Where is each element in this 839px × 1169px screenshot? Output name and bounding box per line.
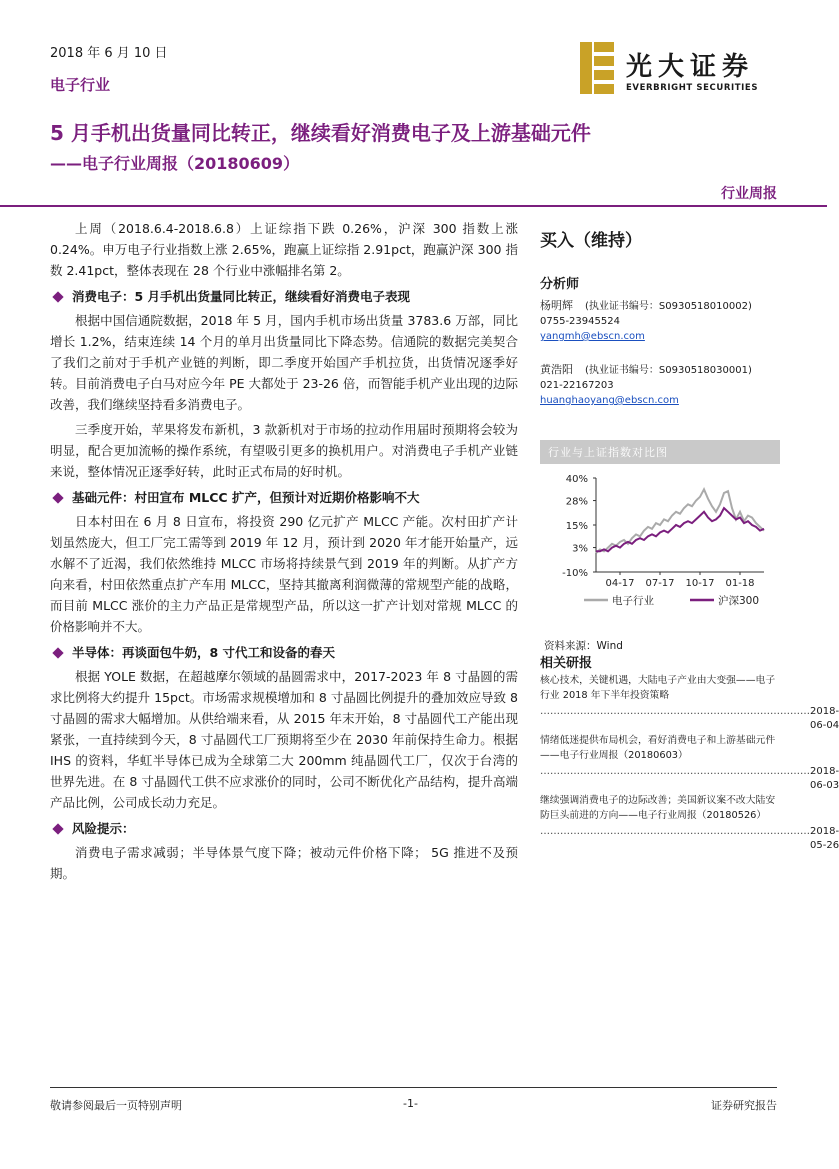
industry-label: 电子行业 bbox=[50, 76, 111, 94]
everbright-logo bbox=[578, 40, 783, 98]
analyst-email-link[interactable]: yangmh@ebscn.com bbox=[540, 331, 645, 342]
main-column bbox=[50, 218, 518, 884]
related-heading: 相关研报 bbox=[540, 656, 593, 671]
section-heading-text: 消费电子：5 月手机出货量同比转正，继续看好消费电子表现 bbox=[72, 289, 411, 304]
x-tick-label: 07-17 bbox=[645, 578, 675, 589]
related-report-title: 核心技术，关键机遇，大陆电子产业由大变强——电子行业 2018 年下半年投资策略 bbox=[540, 675, 776, 701]
section-heading bbox=[50, 642, 518, 663]
report-date: 2018 年 6 月 10 日 bbox=[50, 46, 168, 61]
analyst-phone: 0755-23945524 bbox=[540, 316, 620, 327]
x-tick-label: 10-17 bbox=[685, 578, 715, 589]
diamond-bullet-icon bbox=[52, 647, 63, 658]
section-heading-text: 风险提示： bbox=[72, 821, 135, 836]
analyst-name: 杨明辉 bbox=[540, 299, 573, 312]
related-report-item[interactable] bbox=[540, 733, 839, 793]
section-heading-text: 基础元件：村田宣布 MLCC 扩产，但预计对近期价格影响不大 bbox=[72, 490, 420, 505]
logo-mark-icon bbox=[578, 40, 618, 96]
index-comparison-chart bbox=[540, 464, 780, 632]
diamond-bullet-icon bbox=[52, 823, 63, 834]
related-report-title: 继续强调消费电子的边际改善；美国新议案不改大陆安防巨头前进的方向——电子行业周报（20180526） bbox=[540, 795, 776, 821]
report-subtitle: ——电子行业周报（20180609） bbox=[50, 154, 300, 173]
y-tick-label: 40% bbox=[565, 474, 588, 485]
analyst-email-link[interactable]: huanghaoyang@ebscn.com bbox=[540, 395, 679, 406]
header-divider bbox=[0, 205, 827, 207]
chart-panel bbox=[540, 440, 780, 653]
footer-disclaimer: 敬请参阅最后一页特别声明 bbox=[50, 1099, 182, 1112]
analyst-card bbox=[540, 362, 780, 408]
page-number: -1- bbox=[403, 1097, 418, 1110]
legend-label: 电子行业 bbox=[612, 595, 654, 607]
series-line-electronics bbox=[596, 489, 764, 553]
section-heading bbox=[50, 487, 518, 508]
related-reports bbox=[540, 652, 839, 853]
y-tick-label: 3% bbox=[572, 543, 588, 555]
leader-dots: ……………………………………………………………………… bbox=[540, 826, 810, 837]
footer-divider bbox=[50, 1087, 777, 1088]
y-tick-label: -10% bbox=[562, 568, 588, 579]
body-paragraph: 根据中国信通院数据，2018 年 5 月，国内手机市场出货量 3783.6 万部，同比增长 1.2%，结束连续 14 个月的单月出货量同比下降态势。信通院的数据完美契合了我们之前对于手机产业链的判断，即二季度开始国产手机拉货，出货情况逐季好转。目前消费电子白马对应今年 PE 大都处于 23-26 倍，而智能手机产业出现的边际改善，我们继续坚持看多消费电子。 bbox=[50, 313, 518, 412]
chart-title: 行业与上证指数对比图 bbox=[540, 440, 780, 464]
related-report-item[interactable] bbox=[540, 793, 839, 853]
leader-dots: ……………………………………………………………………… bbox=[540, 766, 810, 777]
body-paragraph: 根据 YOLE 数据，在超越摩尔领域的晶圆需求中，2017-2023 年 8 寸晶圆的需求比例将大约提升 15pct。市场需求规模增加和 8 寸晶圆比例提升的叠加效应导致 8 寸晶圆的需求大幅增加。从供给端来看，从 2015 年末开始，8 寸晶圆代工产能出现紧张，一直持续到今天，8 寸晶圆代工厂预期将至少在 2030 年前保持生命力。根据 IHS 的资料，华虹半导体已成为全球第二大 200mm 纯晶圆代工厂，仅次于台湾的世界先进。在 8 寸晶圆代工供不应求涨价的同时，公司不断优化产品结构，提升高端产品比例，公司成长动力充足。 bbox=[50, 669, 518, 810]
logo-chinese-name: 光大证券 bbox=[626, 52, 755, 82]
related-report-title: 情绪低迷提供布局机会，看好消费电子和上游基础元件——电子行业周报（20180603） bbox=[540, 735, 776, 761]
logo-english-name: EVERBRIGHT SECURITIES bbox=[626, 83, 759, 93]
body-paragraph: 日本村田在 6 月 8 日宣布，将投资 290 亿元扩产 MLCC 产能。次村田扩产计划虽然庞大，但工厂完工需等到 2019 年 12 月，预计到 2020 年才能开始量产，远水解不了近渴，我们依然维持 MLCC 市场将持续景气到 2019 年的判断。从扩产方向来看，村田依然重点扩产车用 MLCC，坚持其撤离利润微薄的常规型产能的战略，而目前 MLCC 涨价的主力产品正是常规型产品，所以这一扩产计划对常规 MLCC 的价格影响并不大。 bbox=[50, 514, 518, 634]
analyst-cert: (执业证书编号：S0930518030001) bbox=[585, 365, 752, 376]
analyst-cert: (执业证书编号：S0930518010002) bbox=[585, 301, 752, 312]
related-report-item[interactable] bbox=[540, 673, 839, 733]
footer-report-label: 证券研究报告 bbox=[711, 1099, 777, 1112]
analyst-name: 黄浩阳 bbox=[540, 363, 573, 376]
related-report-date: 2018-05-26 bbox=[810, 826, 839, 851]
x-tick-label: 04-17 bbox=[605, 578, 635, 589]
body-paragraph: 三季度开始，苹果将发布新机，3 款新机对于市场的拉动作用届时预期将会较为明显，配合更加流畅的操作系统，有望吸引更多的换机用户。对消费电子手机产业链来说，整体情况正逐季好转，此时正式布局的好时机。 bbox=[50, 422, 518, 479]
report-type: 行业周报 bbox=[721, 186, 777, 202]
analyst-phone: 021-22167203 bbox=[540, 380, 614, 391]
diamond-bullet-icon bbox=[52, 492, 63, 503]
y-tick-label: 15% bbox=[565, 521, 588, 532]
related-report-date: 2018-06-04 bbox=[810, 706, 839, 731]
y-tick-label: 28% bbox=[565, 496, 588, 508]
chart-source: 资料来源：Wind bbox=[544, 640, 623, 652]
body-paragraph: 消费电子需求减弱；半导体景气度下降；被动元件价格下降； 5G 推进不及预期。 bbox=[50, 845, 518, 881]
analyst-heading: 分析师 bbox=[540, 277, 580, 292]
sidebar bbox=[540, 218, 780, 408]
leader-dots: ……………………………………………………………………… bbox=[540, 706, 810, 717]
diamond-bullet-icon bbox=[52, 291, 63, 302]
section-heading bbox=[50, 286, 518, 307]
section-heading-text: 半导体：再谈面包牛奶，8 寸代工和设备的春天 bbox=[72, 645, 336, 660]
report-title: 5 月手机出货量同比转正，继续看好消费电子及上游基础元件 bbox=[50, 121, 591, 145]
rating: 买入（维持） bbox=[540, 231, 642, 251]
intro-paragraph: 上周（2018.6.4-2018.6.8）上证综指下跌 0.26%，沪深 300 指数上涨 0.24%。申万电子行业指数上涨 2.65%，跑赢上证综指 2.91pct，跑赢沪深 300 指数 2.41pct，整体表现在 28 个行业中涨幅排名第 2。 bbox=[50, 221, 518, 278]
x-tick-label: 01-18 bbox=[725, 578, 755, 589]
legend-label: 沪深300 bbox=[718, 595, 760, 607]
section-heading bbox=[50, 818, 518, 839]
related-report-date: 2018-06-03 bbox=[810, 766, 839, 791]
analyst-card bbox=[540, 298, 780, 344]
